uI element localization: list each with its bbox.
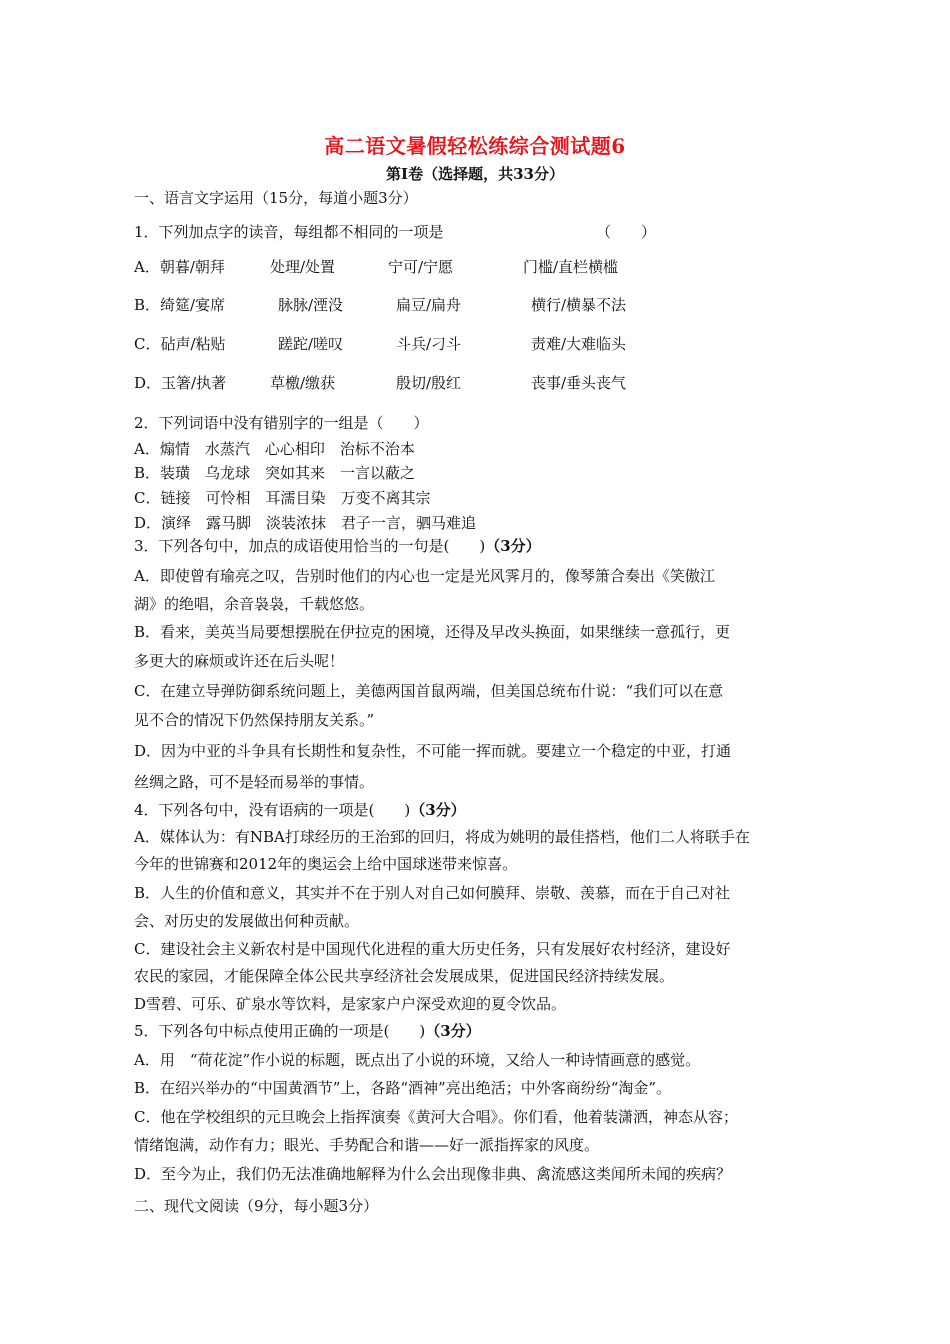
option-line: D．至今为止，我们仍无法准确地解释为什么会出现像非典、禽流感这类闻所未闻的疾病？ bbox=[134, 1165, 732, 1183]
question-text: 4．下列各句中，没有语病的一项是( ) bbox=[134, 801, 411, 819]
option-line-continued: 见不合的情况下仍然保持朋友关系。” bbox=[134, 711, 375, 729]
question-text: 5．下列各句中标点使用正确的一项是( ) bbox=[134, 1022, 426, 1040]
option-cell: 脉脉/湮没 bbox=[278, 296, 344, 314]
option-line: A．煽情 水蒸汽 心心相印 治标不治本 bbox=[134, 440, 415, 458]
option-cell: A．朝暮/朝拜 bbox=[134, 258, 225, 276]
page-subtitle: 第Ⅰ卷（选择题，共33分） bbox=[386, 165, 564, 183]
option-line: D．因为中亚的斗争具有长期性和复杂性，不可能一挥而就。要建立一个稳定的中亚，打通 bbox=[134, 742, 732, 760]
option-line-continued: 湖》的绝唱，余音袅袅，千载悠悠。 bbox=[134, 595, 375, 613]
option-line: D．演绎 露马脚 淡装浓抹 君子一言，驷马难追 bbox=[134, 514, 477, 532]
score-label: （3分） bbox=[410, 801, 466, 819]
option-cell: 责难/大难临头 bbox=[531, 335, 627, 353]
option-cell: D．玉箸/执著 bbox=[134, 374, 227, 392]
option-cell: C．砧声/粘贴 bbox=[134, 335, 226, 353]
option-cell: 宁可/宁愿 bbox=[388, 258, 454, 276]
page-title: 高二语文暑假轻松练综合测试题6 bbox=[324, 134, 626, 158]
option-cell: B．绮筵/宴席 bbox=[134, 296, 226, 314]
option-line: C．他在学校组织的元旦晚会上指挥演奏《黄河大合唱》。你们看，他着装潇洒，神态从容； bbox=[134, 1108, 738, 1126]
option-line: B．装璜 乌龙球 突如其来 一言以蔽之 bbox=[134, 464, 416, 482]
section-heading: 一、语言文字运用（15分，每道小题3分） bbox=[134, 189, 418, 207]
option-line-continued: 丝绸之路，可不是轻而易举的事情。 bbox=[134, 773, 375, 791]
score-label: （3分） bbox=[425, 1022, 481, 1040]
option-cell: 草檄/缴获 bbox=[270, 374, 336, 392]
question-stem: 2．下列词语中没有错别字的一组是（ ） bbox=[134, 414, 429, 432]
score-label: （3分） bbox=[485, 537, 541, 555]
option-line: D雪碧、可乐、矿泉水等饮料，是家家户户深受欢迎的夏令饮品。 bbox=[134, 995, 567, 1013]
question-stem: 1．下列加点字的读音，每组都不相同的一项是 bbox=[134, 223, 444, 241]
option-line-continued: 农民的家园，才能保障全体公民共享经济社会发展成果，促进国民经济持续发展。 bbox=[134, 967, 675, 985]
option-line: B．看来，美英当局要想摆脱在伊拉克的困境，还得及早改头换面，如果继续一意孤行，更 bbox=[134, 623, 731, 641]
option-line: A．即使曾有瑜亮之叹，告别时他们的内心也一定是光风霁月的，像琴箫合奏出《笑傲江 bbox=[134, 567, 715, 585]
option-line: A．媒体认为：有NBA打球经历的王治郅的回归，将成为姚明的最佳搭档，他们二人将联手在 bbox=[134, 828, 750, 846]
option-cell: 横行/横暴不法 bbox=[531, 296, 627, 314]
option-cell: 丧事/垂头丧气 bbox=[531, 374, 627, 392]
option-cell: 门槛/直栏横槛 bbox=[523, 258, 619, 276]
option-line-continued: 会、对历史的发展做出何种贡献。 bbox=[134, 912, 360, 930]
question-stem bbox=[134, 800, 466, 820]
option-line-continued: 今年的世锦赛和2012年的奥运会上给中国球迷带来惊喜。 bbox=[134, 855, 518, 873]
option-line: A．用 “荷花淀”作小说的标题，既点出了小说的环境，又给人一种诗情画意的感觉。 bbox=[134, 1051, 701, 1069]
section-heading: 二、现代文阅读（9分，每小题3分） bbox=[134, 1197, 379, 1215]
question-stem bbox=[134, 1021, 481, 1041]
option-line: B．在绍兴举办的“中国黄酒节”上，各路“酒神”亮出绝活；中外客商纷纷“淘金”。 bbox=[134, 1079, 672, 1097]
option-cell: 殷切/殷红 bbox=[396, 374, 462, 392]
option-cell: 处理/处置 bbox=[270, 258, 336, 276]
option-line-continued: 多更大的麻烦或许还在后头呢！ bbox=[134, 652, 345, 670]
option-line: C．建设社会主义新农村是中国现代化进程的重大历史任务，只有发展好农村经济，建设好 bbox=[134, 940, 731, 958]
option-cell: 斗兵/刁斗 bbox=[396, 335, 462, 353]
option-line-continued: 情绪饱满，动作有力；眼光、手势配合和谐——好一派指挥家的风度。 bbox=[134, 1136, 600, 1154]
option-cell: 蹉跎/嗟叹 bbox=[278, 335, 344, 353]
option-line: C．链接 可怜相 耳濡目染 万变不离其宗 bbox=[134, 489, 431, 507]
question-text: 3．下列各句中，加点的成语使用恰当的一句是( ) bbox=[134, 537, 486, 555]
option-line: B．人生的价值和意义，其实并不在于别人对自己如何膜拜、崇敬、羡慕，而在于自己对社 bbox=[134, 884, 731, 902]
answer-paren: （ ） bbox=[596, 223, 657, 241]
question-stem bbox=[134, 536, 541, 556]
option-line: C．在建立导弹防御系统问题上，美德两国首鼠两端，但美国总统布什说：“我们可以在意 bbox=[134, 682, 724, 700]
option-cell: 扁豆/扁舟 bbox=[396, 296, 462, 314]
